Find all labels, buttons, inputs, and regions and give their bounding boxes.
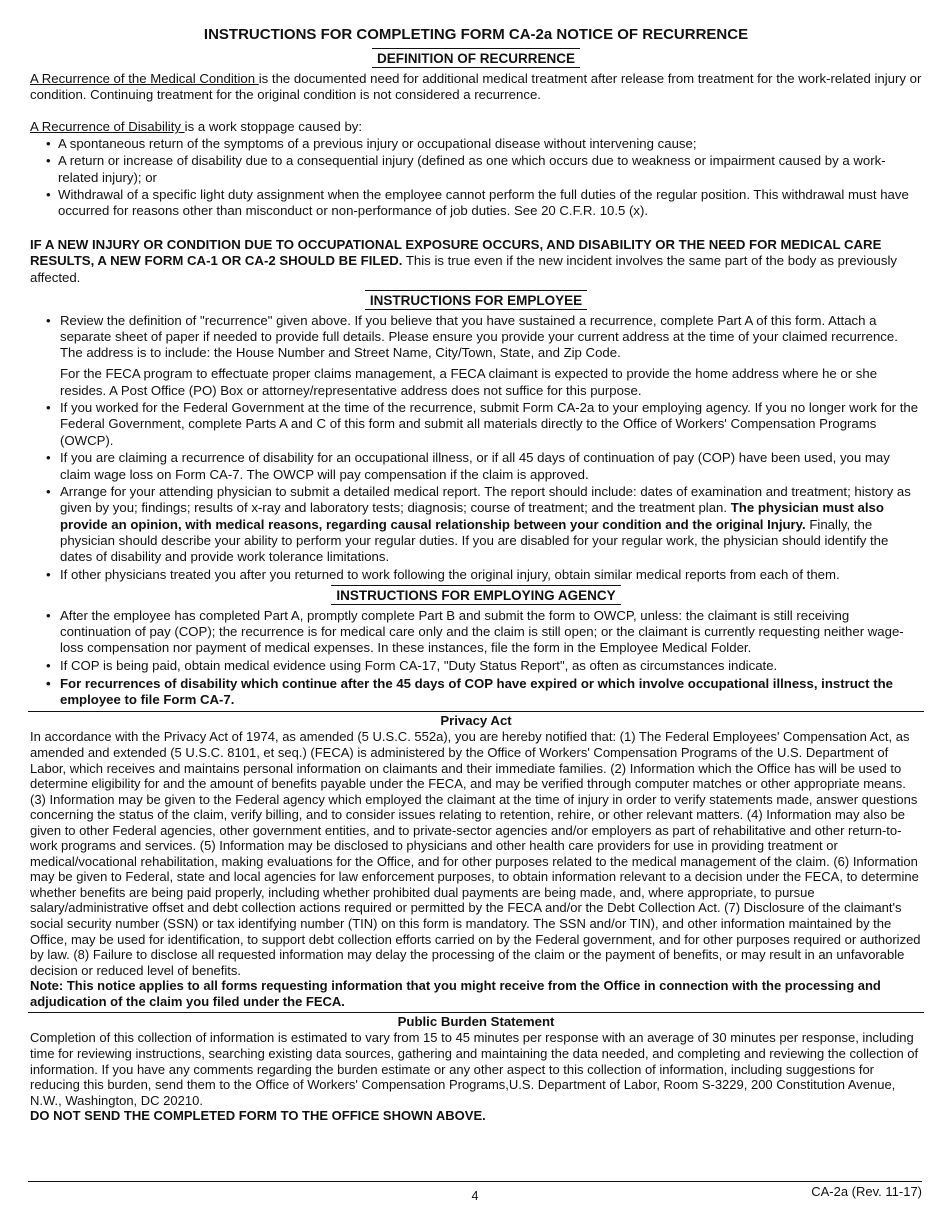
disability-recurrence-definition: A Recurrence of Disability is a work stoppage caused by: bbox=[30, 119, 363, 135]
do-not-send-warning: DO NOT SEND THE COMPLETED FORM TO THE OFFICE SHOWN ABOVE. bbox=[30, 1108, 486, 1124]
list-item: • A spontaneous return of the symptoms of a previous injury or occupational disease without intervening cause; bbox=[30, 136, 922, 152]
definition-heading: DEFINITION OF RECURRENCE bbox=[30, 48, 922, 68]
public-burden-heading: Public Burden Statement bbox=[28, 1012, 924, 1030]
employee-heading: INSTRUCTIONS FOR EMPLOYEE bbox=[30, 290, 922, 310]
list-item: • If you are claiming a recurrence of disability for an occupational illness, or if all 45 days of continuation of pay (COP) have been used, you may claim wage loss on Form CA-7. The OWCP will pay compensation if the claim is approved. bbox=[30, 450, 922, 482]
agency-heading: INSTRUCTIONS FOR EMPLOYING AGENCY bbox=[30, 585, 922, 605]
privacy-act-heading: Privacy Act bbox=[28, 711, 924, 729]
page-number: 4 bbox=[471, 1189, 479, 1203]
list-item: • After the employee has completed Part A, promptly complete Part B and submit the form to OWCP, unless: the claimant is still receiving continuation of pay (COP); the recurrence is for medical care only and the claim is still open; or the claimant is currently requesting neither wage-loss compensation nor payment of medical expenses. In these instances, file the form in the Employee Medical Folder. bbox=[30, 608, 922, 657]
list-item: • Review the definition of "recurrence" given above. If you believe that you have sustained a recurrence, complete Part A of this form. Attach a separate sheet of paper if needed to provide full details. Please ensure you provide your current address at the time of your claimed recurrence. The address is to include: the House Number and Street Name, City/Town, State, and Zip Code. For the FECA program to effectuate proper claims management, a FECA claimant is expected to provide the home address where he or she resides. A Post Office (PO) Box or attorney/representative address does not suffice for this purpose. bbox=[30, 313, 922, 399]
privacy-act-note: Note: This notice applies to all forms requesting information that you might receive from the Office in connection with the processing and adjudication of the claim you filed under the FECA. bbox=[30, 978, 881, 1009]
disability-bullet-list bbox=[30, 136, 922, 220]
privacy-act-text: In accordance with the Privacy Act of 1974, as amended (5 U.S.C. 552a), you are hereby notified that: (1) The Federal Employees' Compensation Act, as amended and extended (5 U.S.C. 8101, et seq.) (FECA) is administered by the Office of Workers' Compensation Programs of the U.S. Department of Labor, which receives and maintains personal information on claimants and their immediate families. (2) Information which the Office has will be used to determine eligibility for and the amount of benefits payable under the FECA, and may be verified through computer matches or other appropriate means. (3) Information may be given to the Federal agency which employed the claimant at the time of injury in order to verify statements made, answer questions concerning the status of the claim, verify billing, and to consider issues relating to retention, rehire, or other relevant matters. (4) Information may also be given to other Federal agencies, other government entities, and to private-sector agencies and/or employers as part of rehabilitative and other return-to-work programs and services. (5) Information may be disclosed to physicians and other health care providers for use in providing treatment or medical/vocational rehabilitation, making evaluations for the Office, and for other purposes related to the medical management of the claim. (6) Information may be given to Federal, state and local agencies for law enforcement purposes, to obtain information relevant to a decision under the FECA, to determine whether benefits are being paid properly, including whether prohibited dual payments are being made, and, where appropriate, to pursue salary/administrative offset and debt collection actions required or permitted by the FECA and/or the Debt Collection Act. (7) Disclosure of the claimant's social security number (SSN) or tax identifying number (TIN) on this form is mandatory. The SSN and/or TIN), and other information maintained by the Office, may be used for identification, to support debt collection efforts carried on by the Federal government, and for other purposes required or authorized by law. (8) Failure to disclose all requested information may delay the processing of the claim or the payment of benefits, or may result in an unfavorable decision or reduced level of benefits. bbox=[30, 729, 921, 978]
privacy-act-section bbox=[30, 729, 922, 1009]
address-requirement-paragraph: For the FECA program to effectuate proper claims management, a FECA claimant is expected to provide the home address where he or she resides. A Post Office (PO) Box or attorney/representative address does not suffice for this purpose. bbox=[60, 366, 878, 398]
new-injury-notice: IF A NEW INJURY OR CONDITION DUE TO OCCUPATIONAL EXPOSURE OCCURS, AND DISABILITY OR THE NEED FOR MEDICAL CARE RESULTS, A NEW FORM CA-1 OR CA-2 SHOULD BE FILED. This is true even if the new incident involves the same part of the body as previously affected. bbox=[30, 237, 897, 285]
list-item: • If you worked for the Federal Government at the time of the recurrence, submit Form CA-2a to your employing agency. If you no longer work for the Federal Government, complete Parts A and C of this form and submit all materials directly to the Office of Workers' Compensation Programs (OWCP). bbox=[30, 400, 922, 449]
page-footer bbox=[28, 1181, 922, 1203]
list-item: • For recurrences of disability which continue after the 45 days of COP have expired or which involve occupational illness, instruct the employee to file Form CA-7. bbox=[30, 676, 922, 708]
form-revision: CA-2a (Rev. 11-17) bbox=[811, 1184, 922, 1199]
medical-recurrence-definition: A Recurrence of the Medical Condition is the documented need for additional medical treatment after release from treatment for the work-related injury or condition. Continuing treatment for the original condition is not considered a recurrence. bbox=[30, 71, 922, 103]
list-item: • Arrange for your attending physician to submit a detailed medical report. The report should include: dates of examination and treatment; history as given by you; findings; results of x-ray and laboratory tests; diagnosis; course of treatment; and the treatment plan. The physician must also provide an opinion, with medical reasons, regarding causal relationship between your condition and the original Injury. Finally, the physician should describe your ability to perform your regular duties. If you are disabled for your regular work, the physician should identify the dates of disability and provide work tolerance limitations. bbox=[30, 484, 922, 565]
instructions-page bbox=[30, 26, 922, 1124]
agency-instructions-list bbox=[30, 608, 922, 708]
list-item: • If other physicians treated you after you returned to work following the original injury, obtain similar medical reports from each of them. bbox=[30, 567, 922, 583]
public-burden-text: Completion of this collection of information is estimated to vary from 15 to 45 minutes per response with an average of 30 minutes per response, including time for reviewing instructions, searching existing data sources, gathering and maintaining the data needed, and completing and reviewing the collection of information. If you have any comments regarding the burden estimate or any other aspect to this collection of information, including suggestions for reducing this burden, send them to the Office of Workers' Compensation Programs,U.S. Department of Labor, Room S-3229, 200 Constitution Avenue, N.W., Washington, DC 20210. bbox=[30, 1030, 919, 1108]
list-item: • Withdrawal of a specific light duty assignment when the employee cannot perform the full duties of the regular position. This withdrawal must have occurred for reasons other than misconduct or non-performance of job duties. See 20 C.F.R. 10.5 (x). bbox=[30, 187, 922, 219]
list-item: • A return or increase of disability due to a consequential injury (defined as one which occurs due to weakness or impairment caused by a work-related injury); or bbox=[30, 153, 922, 185]
employee-instructions-list bbox=[30, 313, 922, 583]
list-item: • If COP is being paid, obtain medical evidence using Form CA-17, "Duty Status Report", as often as circumstances indicate. bbox=[30, 658, 922, 674]
public-burden-section bbox=[30, 1030, 922, 1123]
page-title: INSTRUCTIONS FOR COMPLETING FORM CA-2a NOTICE OF RECURRENCE bbox=[203, 26, 749, 43]
